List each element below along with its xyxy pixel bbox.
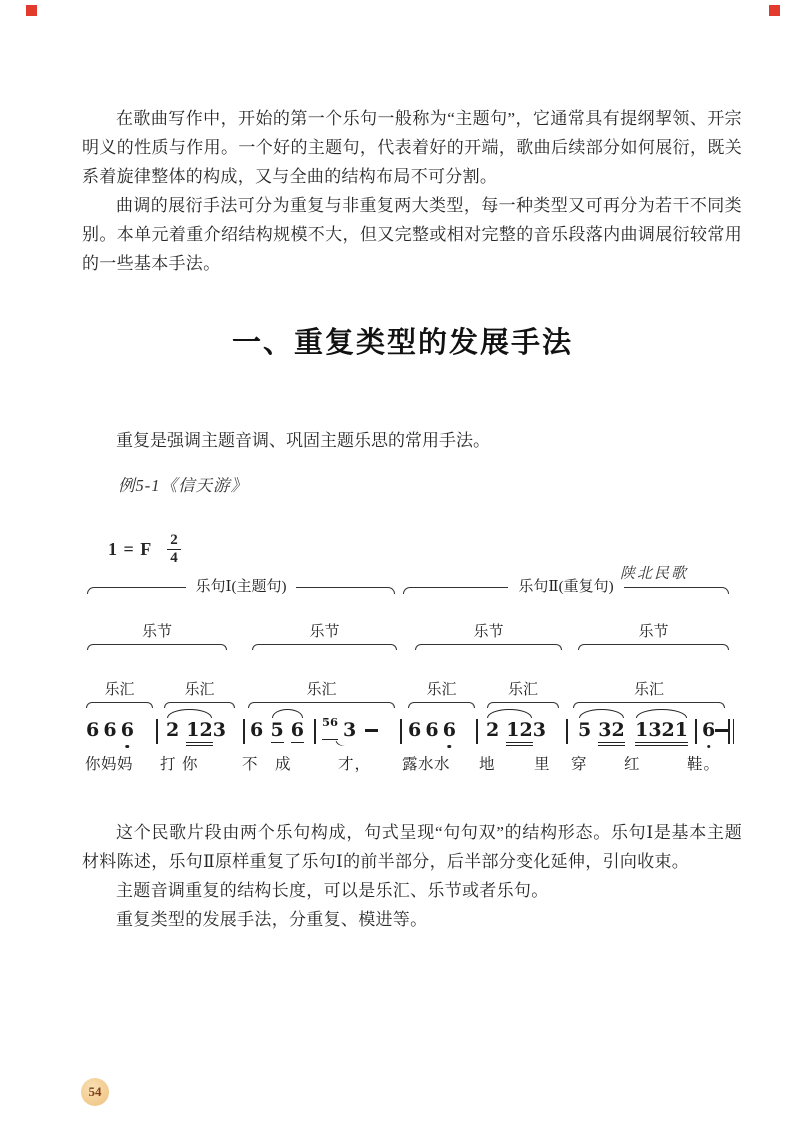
note-group bbox=[322, 715, 357, 742]
phrase-2-label: 乐句Ⅱ(重复句) bbox=[518, 579, 614, 595]
note-token: 3 bbox=[343, 719, 357, 741]
phrase-bracket-1 bbox=[87, 580, 395, 602]
example-label: 例5-1《信天游》 bbox=[118, 476, 248, 495]
motive-bracket bbox=[408, 682, 475, 708]
section-heading: 一、重复类型的发展手法 bbox=[231, 327, 573, 359]
lyric-syllable: 里 bbox=[534, 756, 551, 773]
grace-note: 56 bbox=[322, 716, 338, 740]
note-token: 6 bbox=[120, 719, 134, 741]
barline bbox=[566, 719, 568, 744]
note-token: 6 bbox=[250, 719, 264, 741]
time-signature-denominator: 4 bbox=[167, 549, 181, 567]
lyric-syllable: 鞋。 bbox=[687, 756, 721, 773]
lyric-syllable: 露 bbox=[402, 756, 419, 773]
note-token: 6 bbox=[425, 719, 439, 741]
dash-duration bbox=[715, 729, 728, 732]
measure-7 bbox=[578, 718, 688, 746]
subphrase-label: 乐节 bbox=[638, 623, 669, 640]
subphrase-bracket bbox=[415, 624, 562, 650]
note-token: 32 bbox=[598, 719, 625, 741]
measure-6 bbox=[486, 718, 544, 746]
measure-4 bbox=[322, 715, 378, 746]
bracket-line bbox=[573, 702, 725, 708]
corner-mark-right bbox=[769, 5, 780, 16]
dash-duration bbox=[365, 729, 378, 732]
motive-label: 乐汇 bbox=[507, 681, 538, 698]
barline bbox=[314, 719, 316, 744]
key-and-meter bbox=[108, 532, 181, 566]
motive-bracket bbox=[248, 682, 395, 708]
barline bbox=[400, 719, 402, 744]
lyric-syllable: 成 bbox=[275, 756, 292, 773]
note-token: 12 bbox=[506, 719, 533, 741]
motive-label: 乐汇 bbox=[104, 681, 135, 698]
phrase-bracket-line bbox=[624, 587, 729, 594]
barline bbox=[728, 719, 730, 744]
motive-label: 乐汇 bbox=[184, 681, 215, 698]
bracket-line bbox=[86, 702, 153, 708]
subphrase-label: 乐节 bbox=[141, 623, 172, 640]
note-token: 6 bbox=[408, 719, 422, 741]
intro-paragraph-2: 曲调的展衍手法可分为重复与非重复两大类型，每一种类型又可再分为若干不同类别。本单元着重介绍结构规模不大，但又完整或相对完整的音乐段落内曲调展衍较常用的一些基本手法。 bbox=[82, 196, 742, 273]
section-lead: 重复是强调主题音调、巩固主题乐思的常用手法。 bbox=[116, 431, 490, 450]
corner-mark-left bbox=[26, 5, 37, 16]
time-signature bbox=[167, 532, 181, 566]
measure-5 bbox=[408, 718, 456, 746]
note-token: 12 bbox=[186, 719, 213, 741]
source-label: 陕北民歌 bbox=[620, 566, 689, 582]
phrase-bracket-2 bbox=[403, 580, 729, 602]
subphrase-label: 乐节 bbox=[473, 623, 504, 640]
motive-bracket bbox=[164, 682, 235, 708]
bracket-line bbox=[87, 644, 227, 650]
bracket-line bbox=[487, 702, 559, 708]
note-token: 6 bbox=[442, 719, 456, 741]
intro-paragraphs bbox=[82, 104, 742, 278]
note-token: 6 bbox=[86, 719, 100, 741]
bracket-line bbox=[415, 644, 562, 650]
closing-paragraph-1: 这个民歌片段由两个乐句构成，句式呈现“句句双”的结构形态。乐句Ⅰ是基本主题材料陈述，乐句Ⅱ原样重复了乐句Ⅰ的前半部分，后半部分变化延伸，引向收束。 bbox=[82, 823, 742, 871]
slur-group bbox=[578, 718, 625, 743]
lyric-syllable: 穿 bbox=[571, 756, 588, 773]
barline bbox=[695, 719, 697, 744]
phrase-bracket-line bbox=[87, 587, 186, 594]
phrase-bracket-line bbox=[296, 587, 395, 594]
motive-label: 乐汇 bbox=[306, 681, 337, 698]
page-number-badge: 54 bbox=[81, 1078, 109, 1106]
bracket-line bbox=[252, 644, 397, 650]
measure-8 bbox=[702, 718, 728, 746]
note-token: 3 bbox=[532, 719, 546, 741]
subphrase-label: 乐节 bbox=[309, 623, 340, 640]
phrase-1-label: 乐句Ⅰ(主题句) bbox=[195, 579, 287, 595]
note-token: 2 bbox=[486, 719, 500, 741]
note-token: 5 bbox=[578, 719, 592, 741]
lyric-syllable: 不 bbox=[242, 756, 259, 773]
music-score bbox=[82, 520, 742, 782]
slur-group bbox=[486, 718, 533, 743]
motive-label: 乐汇 bbox=[426, 681, 457, 698]
bracket-line bbox=[578, 644, 729, 650]
lyric-syllable: 水 bbox=[418, 756, 435, 773]
measure-1 bbox=[86, 718, 134, 746]
barline bbox=[476, 719, 478, 744]
barline bbox=[156, 719, 158, 744]
lyric-syllable: 妈 bbox=[101, 756, 118, 773]
lyric-syllable: 你 bbox=[85, 756, 102, 773]
note-token: 3 bbox=[212, 719, 226, 741]
motive-bracket bbox=[487, 682, 559, 708]
barline bbox=[243, 719, 245, 744]
phrase-bracket-line bbox=[403, 587, 508, 594]
bracket-line bbox=[408, 702, 475, 708]
lyric-syllable: 打 bbox=[160, 756, 177, 773]
slur-group bbox=[271, 718, 304, 743]
lyric-syllable: 红 bbox=[624, 756, 641, 773]
subphrase-bracket bbox=[252, 624, 397, 650]
intro-paragraph-1: 在歌曲写作中，开始的第一个乐句一般称为“主题句”，它通常具有提纲挈领、开宗明义的性质与作用。一个好的主题句，代表着好的开端，歌曲后续部分如何展衍，既关系着旋律整体的构成，又与全曲的结构布局不可分割。 bbox=[82, 109, 742, 186]
lyric-syllable: 水 bbox=[434, 756, 451, 773]
note-token: 6 bbox=[290, 719, 304, 741]
note-token: 5 bbox=[270, 719, 284, 741]
bracket-line bbox=[164, 702, 235, 708]
measure-3 bbox=[250, 718, 304, 746]
time-signature-numerator: 2 bbox=[170, 532, 178, 548]
note-token: 1321 bbox=[635, 719, 688, 741]
key-signature: 1 = F bbox=[108, 538, 153, 559]
motive-label: 乐汇 bbox=[633, 681, 664, 698]
closing-paragraph-2: 主题音调重复的结构长度，可以是乐汇、乐节或者乐句。 bbox=[116, 881, 549, 900]
motive-bracket bbox=[86, 682, 153, 708]
subphrase-bracket bbox=[87, 624, 227, 650]
slur-group bbox=[635, 718, 688, 743]
subphrase-bracket bbox=[578, 624, 729, 650]
lyric-syllable: 才， bbox=[338, 756, 372, 773]
lyric-syllable: 地 bbox=[479, 756, 496, 773]
closing-paragraph-3: 重复类型的发展手法，分重复、模进等。 bbox=[116, 910, 428, 929]
measure-2 bbox=[166, 718, 226, 746]
bracket-line bbox=[248, 702, 395, 708]
lyric-syllable: 妈 bbox=[117, 756, 134, 773]
motive-bracket bbox=[573, 682, 725, 708]
barline bbox=[733, 719, 735, 744]
note-token: 6 bbox=[702, 719, 716, 741]
slur-group bbox=[166, 718, 213, 743]
closing-paragraphs bbox=[82, 818, 742, 934]
note-token: 2 bbox=[166, 719, 180, 741]
note-token: 6 bbox=[103, 719, 117, 741]
lyric-syllable: 你 bbox=[182, 756, 199, 773]
